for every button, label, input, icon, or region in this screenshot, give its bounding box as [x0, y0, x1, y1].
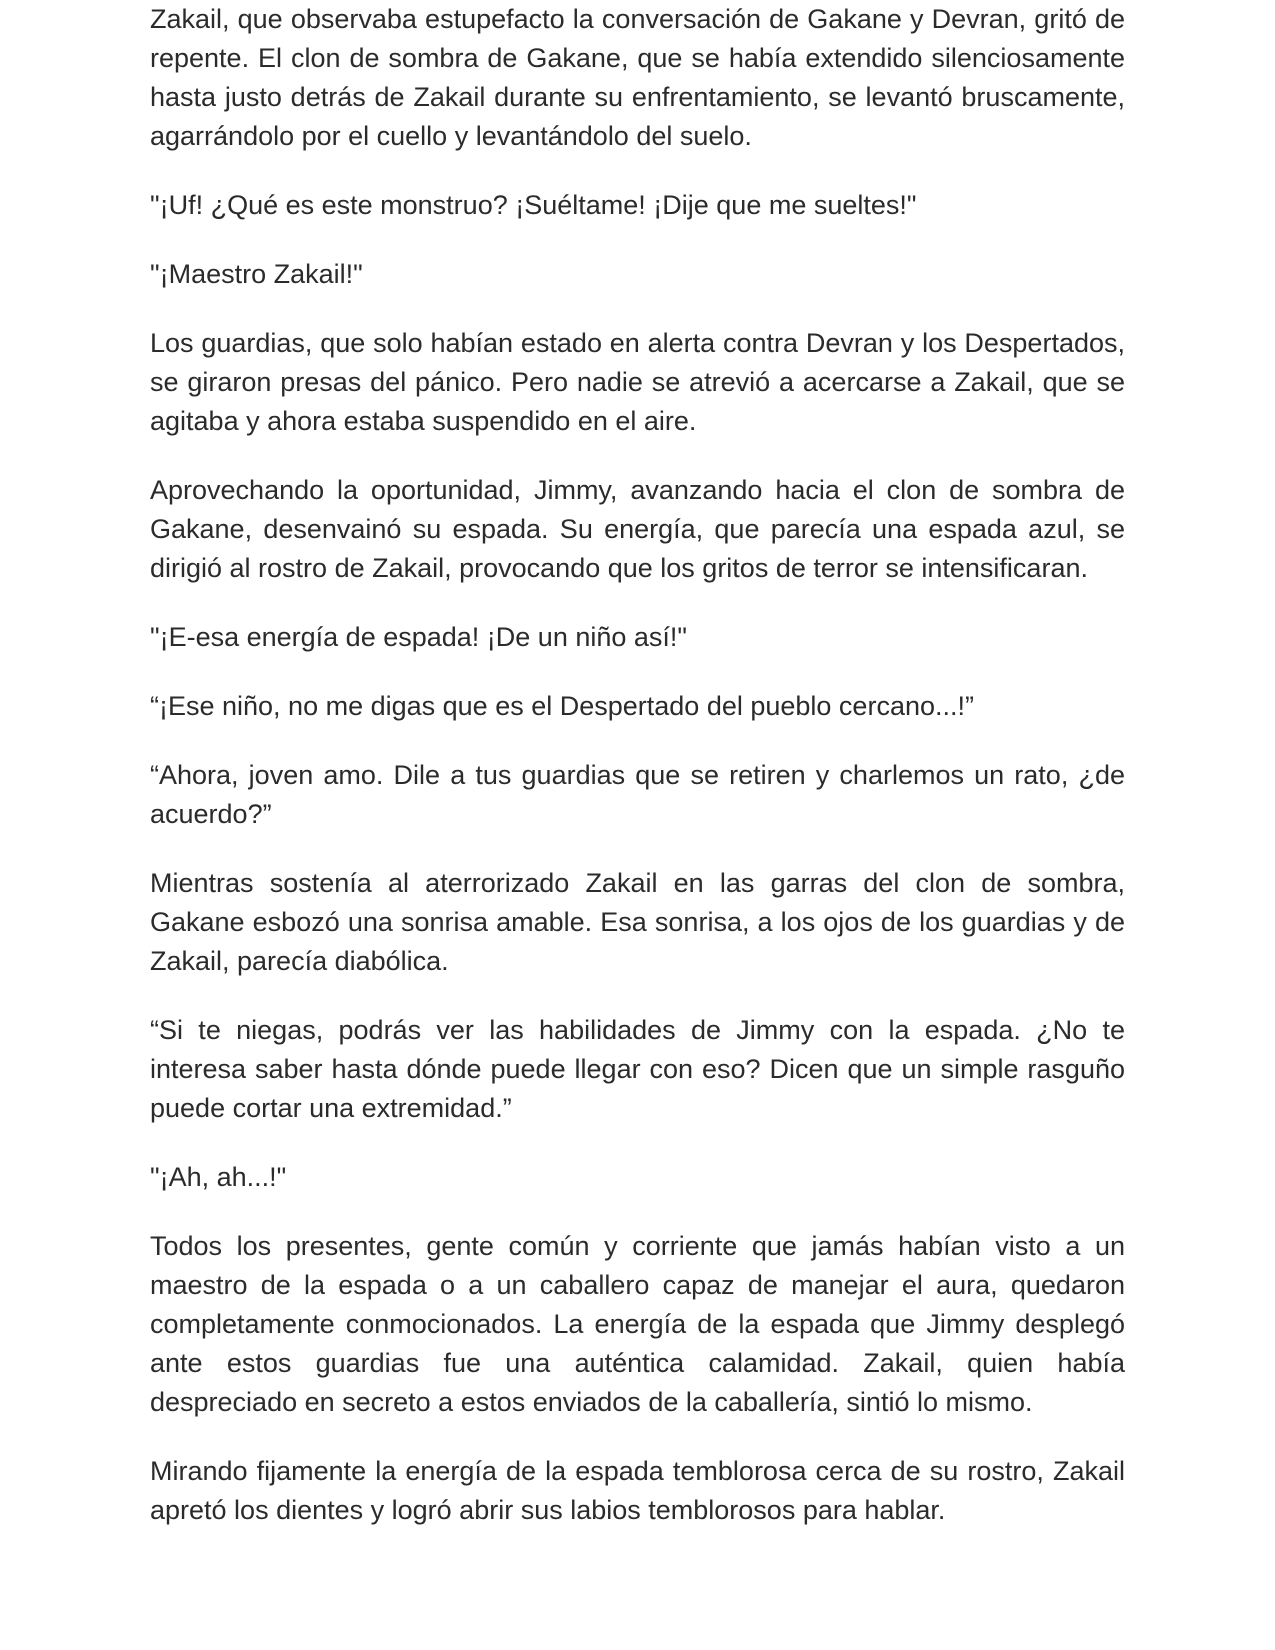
paragraph: Todos los presentes, gente común y corriente que jamás habían visto a un maestro de la espada o a un caballero capaz de manejar el aura, quedaron completamente conmocionados. La energía de la espada que Jimmy desplegó ante estos guardias fue una auténtica calamidad. Zakail, quien había despreciado en secreto a estos enviados de la caballería, sintió lo mismo. — [150, 1231, 1125, 1417]
paragraph: Zakail, que observaba estupefacto la conversación de Gakane y Devran, gritó de repente. El clon de sombra de Gakane, que se había extendido silenciosamente hasta justo detrás de Zakail durante su enfrentamiento, se levantó bruscamente, agarrándolo por el cuello y levantándolo del suelo. — [150, 4, 1125, 151]
document-page — [150, 0, 1125, 1560]
paragraph: Aprovechando la oportunidad, Jimmy, avanzando hacia el clon de sombra de Gakane, desenvainó su espada. Su energía, que parecía una espada azul, se dirigió al rostro de Zakail, provocando que los gritos de terror se intensificaran. — [150, 475, 1125, 583]
paragraph: "¡Uf! ¿Qué es este monstruo? ¡Suéltame! ¡Dije que me sueltes!" — [150, 190, 917, 220]
paragraph: "¡Ah, ah...!" — [150, 1162, 287, 1192]
paragraph: Mirando fijamente la energía de la espada temblorosa cerca de su rostro, Zakail apretó los dientes y logró abrir sus labios temblorosos para hablar. — [150, 1456, 1125, 1525]
paragraph: Los guardias, que solo habían estado en alerta contra Devran y los Despertados, se giraron presas del pánico. Pero nadie se atrevió a acercarse a Zakail, que se agitaba y ahora estaba suspendido en el aire. — [150, 328, 1125, 436]
paragraph: “Si te niegas, podrás ver las habilidades de Jimmy con la espada. ¿No te interesa saber hasta dónde puede llegar con eso? Dicen que un simple rasguño puede cortar una extremidad.” — [150, 1015, 1125, 1123]
paragraph: "¡Maestro Zakail!" — [150, 259, 363, 289]
paragraph: “Ahora, joven amo. Dile a tus guardias que se retiren y charlemos un rato, ¿de acuerdo?” — [150, 760, 1125, 829]
paragraph: Mientras sostenía al aterrorizado Zakail en las garras del clon de sombra, Gakane esbozó una sonrisa amable. Esa sonrisa, a los ojos de los guardias y de Zakail, parecía diabólica. — [150, 868, 1125, 976]
paragraph: "¡E-esa energía de espada! ¡De un niño así!" — [150, 622, 687, 652]
paragraph: “¡Ese niño, no me digas que es el Despertado del pueblo cercano...!” — [150, 691, 974, 721]
